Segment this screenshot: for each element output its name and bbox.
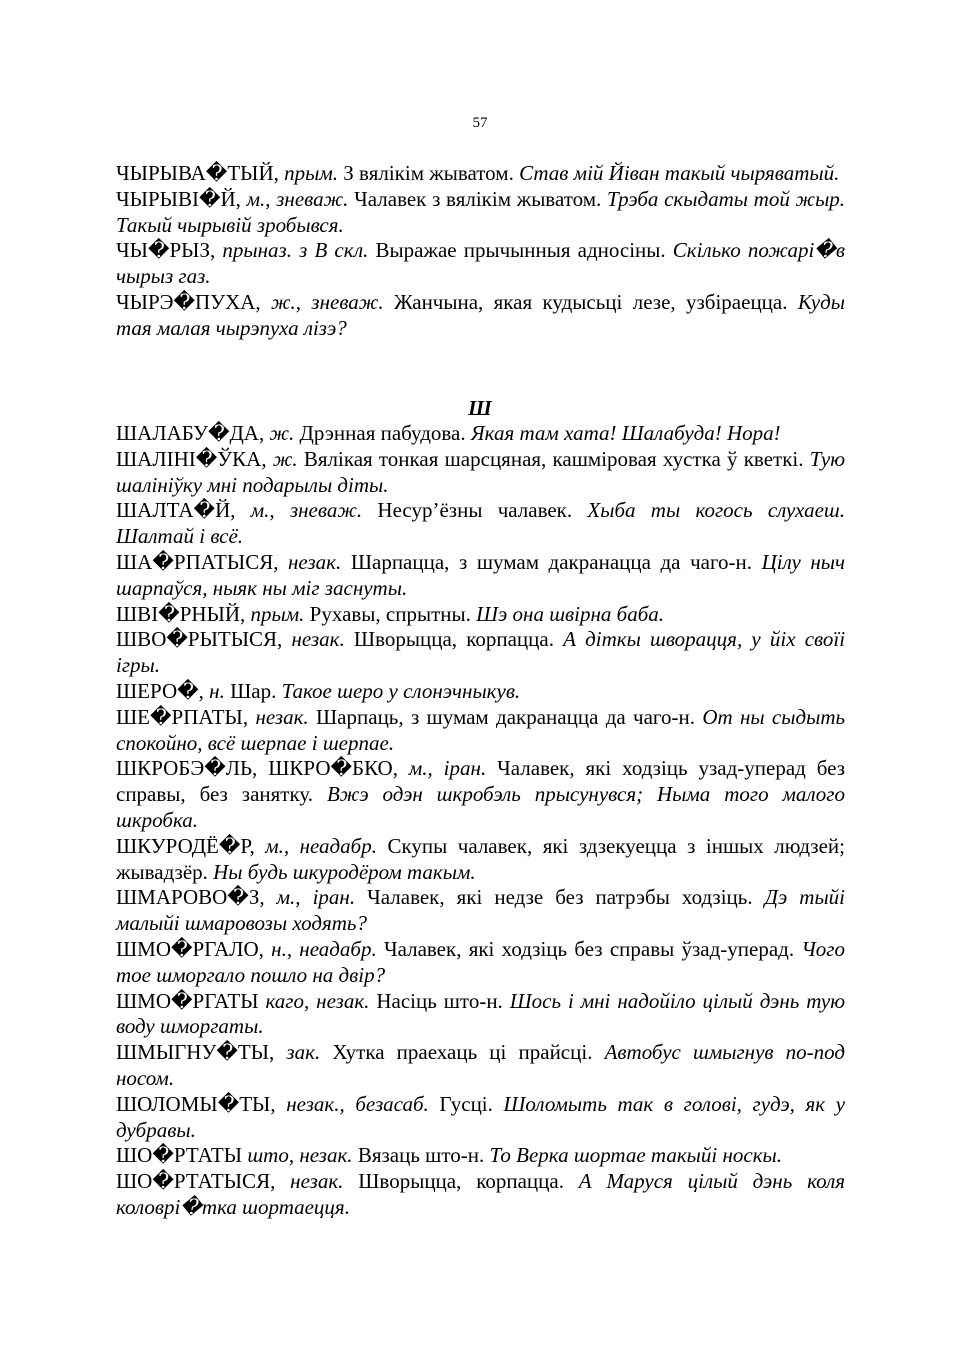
entry-headword: ЧЫ�РЫЗ (116, 238, 211, 263)
entry-example: Трэба скыдаты той жыр. Такый чырывій зробывся. (116, 186, 846, 237)
entry-headword: ШЕ�РПАТЫ (116, 704, 243, 729)
dictionary-entry: ШМАРОВО�З, м., іран. Чалавек, які недзе без патрэбы ходзіць. Дэ тыйі малыйі шмаровозы ходять? (116, 885, 846, 936)
dictionary-entry: ША�РПАТЫСЯ, незак. Шарпацца, з шумам дакранацца да чаго-н. Цілу ныч шарпаўся, ныяк ны міг заснуты. (116, 549, 846, 600)
entry-example: А Маруся цілый дэнь коля коловрі�тка шортаецця. (116, 1169, 846, 1219)
dictionary-entry: ЧЫРЫВІ�Й, м., зневаж. Чалавек з вялікім жыватом. Трэба скыдаты той жыр. Такый чырывій зробывся. (116, 186, 846, 237)
entry-example: Автобус шмыгнув по-под носом. (116, 1040, 845, 1090)
entry-grammar: м., зневаж. (246, 186, 349, 211)
entry-grammar: ж., зневаж. (271, 289, 384, 314)
dictionary-entry: ШМЫГНУ�ТЫ, зак. Хутка праехаць ці прайсці. Автобус шмыгнув по-под носом. (116, 1040, 845, 1090)
entry-definition: Рухавы, спрытны. (309, 601, 471, 626)
entry-grammar: незак. (290, 1169, 344, 1194)
dictionary-entry: ШАЛТА�Й, м., зневаж. Несур’ёзны чалавек. Хыба ты когось слухаеш. Шалтай і всё. (116, 498, 846, 549)
entry-grammar: н., неадабр. (271, 936, 377, 961)
dictionary-entry: ШОЛОМЫ�ТЫ, незак., безасаб. Гусці. Шоломыть так в голові, гудэ, як у дубравы. (116, 1091, 846, 1142)
section-letter-heading: Ш (468, 396, 492, 420)
page-number: 57 (472, 115, 488, 131)
entry-definition: Чалавек з вялікім жыватом. (354, 186, 602, 211)
dictionary-entry: ШВО�РЫТЫСЯ, незак. Шворыцца, корпацца. А діткы шворацця, у йіх своїі ігры. (116, 627, 846, 678)
entry-definition: Чалавек, які ходзіць узад-уперад без справы, без занятку. (116, 756, 846, 807)
entry-definition: Скупы чалавек, які здзекуецца з іншых людзей; жывадзёр. (116, 833, 845, 884)
dictionary-entry (116, 989, 845, 1041)
entry-grammar: прыназ. з В скл. (222, 238, 369, 263)
entry-grammar: м., іран. (276, 885, 356, 910)
entry-definition: Шарпаць, з шумам дакранацца да чаго-н. (316, 704, 695, 729)
entry-headword: ШВІ�РНЫЙ (116, 601, 241, 626)
entry-grammar: незак. (255, 704, 309, 729)
entry-example: Куды тая малая чырэпуха лізэ? (116, 289, 846, 340)
entry-example: Шось і мні надойіло цілый дэнь тую воду шморгаты. (116, 988, 845, 1039)
entry-definition: Вязаць што-н. (357, 1143, 485, 1168)
entry-grammar: незак. (288, 549, 342, 574)
dictionary-entry: ШАЛІНІ�ЎКА, ж. Вялікая тонкая шарсцяная, кашміровая хустка ў кветкі. Тую шалініўку мні подарылы діты. (116, 446, 846, 497)
entry-grammar: незак., безасаб. (286, 1091, 429, 1116)
entry-headword: ЧЫРЫВА�ТЫЙ (116, 161, 274, 185)
entry-definition: Шар. (230, 678, 277, 703)
entry-example: Вжэ одэн шкробэль прысунувся; Ныма того малого шкробка. (116, 782, 846, 832)
entry-example: Дэ тыйі малыйі шмаровозы ходять? (116, 885, 846, 936)
entry-example: А діткы шворацця, у йіх своїі ігры. (116, 627, 846, 678)
entry-grammar: зак. (286, 1040, 321, 1065)
entry-example: Якая там хата! Шалабуда! Нора! (470, 421, 781, 445)
entry-example: От ны сыдыть спокойно, всё шерпае і шерпае. (116, 704, 846, 755)
entry-headword: ШОЛОМЫ�ТЫ (116, 1091, 271, 1116)
entry-definition: Гусці. (439, 1091, 493, 1116)
entry-headword: ЧЫРЭ�ПУХА (116, 289, 256, 314)
entry-example: Тую шалініўку мні подарылы діты. (116, 446, 846, 497)
entry-headword: ШМО�РГАЛО (116, 936, 259, 961)
entry-definition: Вялікая тонкая шарсцяная, кашміровая хустка ў кветкі. (303, 446, 804, 471)
entries-section-sh (116, 421, 845, 1221)
dictionary-entry: ШКУРОДЁ�Р, м., неадабр. Скупы чалавек, які здзекуецца з іншых людзей; жывадзёр. Ны будь шкуродёром такым. (116, 833, 845, 884)
dictionary-entry: ШО�РТАТЫСЯ, незак. Шворыцца, корпацца. А Маруся цілый дэнь коля коловрі�тка шортаецця. (116, 1169, 846, 1219)
dictionary-entry: ШЕРО�, н. Шар. Такое шеро у слонэчныкув. (116, 678, 521, 703)
entry-example: Хыба ты когось слухаеш. Шалтай і всё. (116, 498, 846, 549)
entry-example: Став мій Йіван такый чыряватый. (519, 161, 840, 185)
entry-headword: ШАЛАБУ�ДА (116, 421, 259, 445)
entry-headword: ША�РПАТЫСЯ (116, 549, 274, 574)
dictionary-entry: ЧЫ�РЫЗ, прыназ. з В скл. Выражае прычынныя адносіны. Скілько пожарі�в чырыз газ. (116, 238, 846, 289)
entry-example: Такое шеро у слонэчныкув. (281, 678, 521, 703)
entry-grammar: м., неадабр. (265, 833, 377, 858)
entry-grammar: м., зневаж. (250, 498, 363, 523)
entry-headword: ШКУРОДЁ�Р (116, 833, 250, 858)
entry-headword: ШО�РТАТЫ (116, 1143, 243, 1168)
entry-definition: Насіць што-н. (376, 988, 503, 1013)
entry-definition: Хутка праехаць ці прайсці. (332, 1040, 593, 1065)
entries-before-section (116, 161, 845, 342)
dictionary-entry: ЧЫРЫВА�ТЫЙ, прым. З вялікім жыватом. Став мій Йіван такый чыряватый. (116, 161, 840, 185)
entry-grammar: м., іран. (408, 756, 487, 781)
dictionary-entry: ШМО�РГАЛО, н., неадабр. Чалавек, які ходзіць без справы ўзад-уперад. Чого тое шморгало пошло на двір? (116, 936, 845, 987)
entry-example: Скілько пожарі�в чырыз газ. (116, 238, 846, 289)
dictionary-entry: ШКРОБЭ�ЛЬ, ШКРО�БКО, м., іран. Чалавек, які ходзіць узад-уперад без справы, без занятку. Вжэ одэн шкробэль прысунувся; Ныма того малого шкробка. (116, 756, 846, 832)
entry-headword: ШМЫГНУ�ТЫ (116, 1040, 270, 1065)
entry-definition: Чалавек, які ходзіць без справы ўзад-уперад. (383, 936, 795, 961)
entry-example: Ны будь шкуродёром такым. (213, 859, 476, 884)
entry-definition: Несур’ёзны чалавек. (377, 498, 573, 523)
entry-grammar: што, незак. (247, 1143, 353, 1168)
entry-headword: ШАЛІНІ�ЎКА (116, 446, 262, 471)
entry-headword: ШАЛТА�Й (116, 498, 231, 523)
entry-grammar: ж. (269, 421, 295, 445)
entry-grammar: н. (209, 678, 225, 703)
entry-definition: З вялікім жыватом. (343, 161, 514, 185)
entry-example: Цілу ныч шарпаўся, ныяк ны міг заснуты. (116, 549, 846, 600)
entry-headword: ШМАРОВО�З (116, 885, 260, 910)
entry-grammar: ж. (272, 446, 298, 471)
entry-definition: Чалавек, які недзе без патрэбы ходзіць. (367, 885, 753, 910)
dictionary-entry: ШАЛАБУ�ДА, ж. Дрэнная пабудова. Якая там хата! Шалабуда! Нора! (116, 421, 781, 445)
entry-definition: Дрэнная пабудова. (299, 421, 466, 445)
entry-headword: ЧЫРЫВІ�Й (116, 186, 236, 211)
entry-headword: ШО�РТАТЫСЯ (116, 1169, 271, 1194)
entry-headword: ШКРОБЭ�ЛЬ, ШКРО�БКО (116, 756, 393, 781)
entry-example: Чого тое шморгало пошло на двір? (116, 936, 845, 987)
dictionary-entry: ШВІ�РНЫЙ, прым. Рухавы, спрытны. Шэ она швірна баба. (116, 601, 665, 626)
entry-headword: ШМО�РГАТЫ (116, 988, 259, 1013)
entry-grammar: каго, незак. (265, 988, 370, 1013)
entry-definition: Шворыцца, корпацца. (353, 627, 554, 652)
entry-grammar: незак. (291, 627, 345, 652)
entry-definition: Жанчына, якая кудысьці лезе, узбіраецца. (393, 289, 788, 314)
entry-example: Шоломыть так в голові, гудэ, як у дубравы. (116, 1091, 846, 1142)
entry-grammar: прым. (284, 161, 339, 185)
entry-headword: ШЕРО� (116, 678, 199, 703)
dictionary-entry: ШЕ�РПАТЫ, незак. Шарпаць, з шумам дакранацца да чаго-н. От ны сыдыть спокойно, всё шерпае і шерпае. (116, 704, 846, 755)
entry-definition: Выражае прычынныя адносіны. (375, 238, 666, 263)
entry-headword: ШВО�РЫТЫСЯ (116, 627, 278, 652)
entry-example: Шэ она швірна баба. (476, 601, 665, 626)
entry-example: То Верка шортае такыйі носкы. (489, 1143, 782, 1168)
entry-grammar: прым. (250, 601, 305, 626)
dictionary-entry (116, 1143, 845, 1169)
entry-definition: Шарпацца, з шумам дакранацца да чаго-н. (350, 549, 753, 574)
dictionary-entry: ЧЫРЭ�ПУХА, ж., зневаж. Жанчына, якая кудысьці лезе, узбіраецца. Куды тая малая чырэпуха лізэ? (116, 289, 846, 340)
entry-definition: Шворыцца, корпацца. (358, 1169, 564, 1194)
